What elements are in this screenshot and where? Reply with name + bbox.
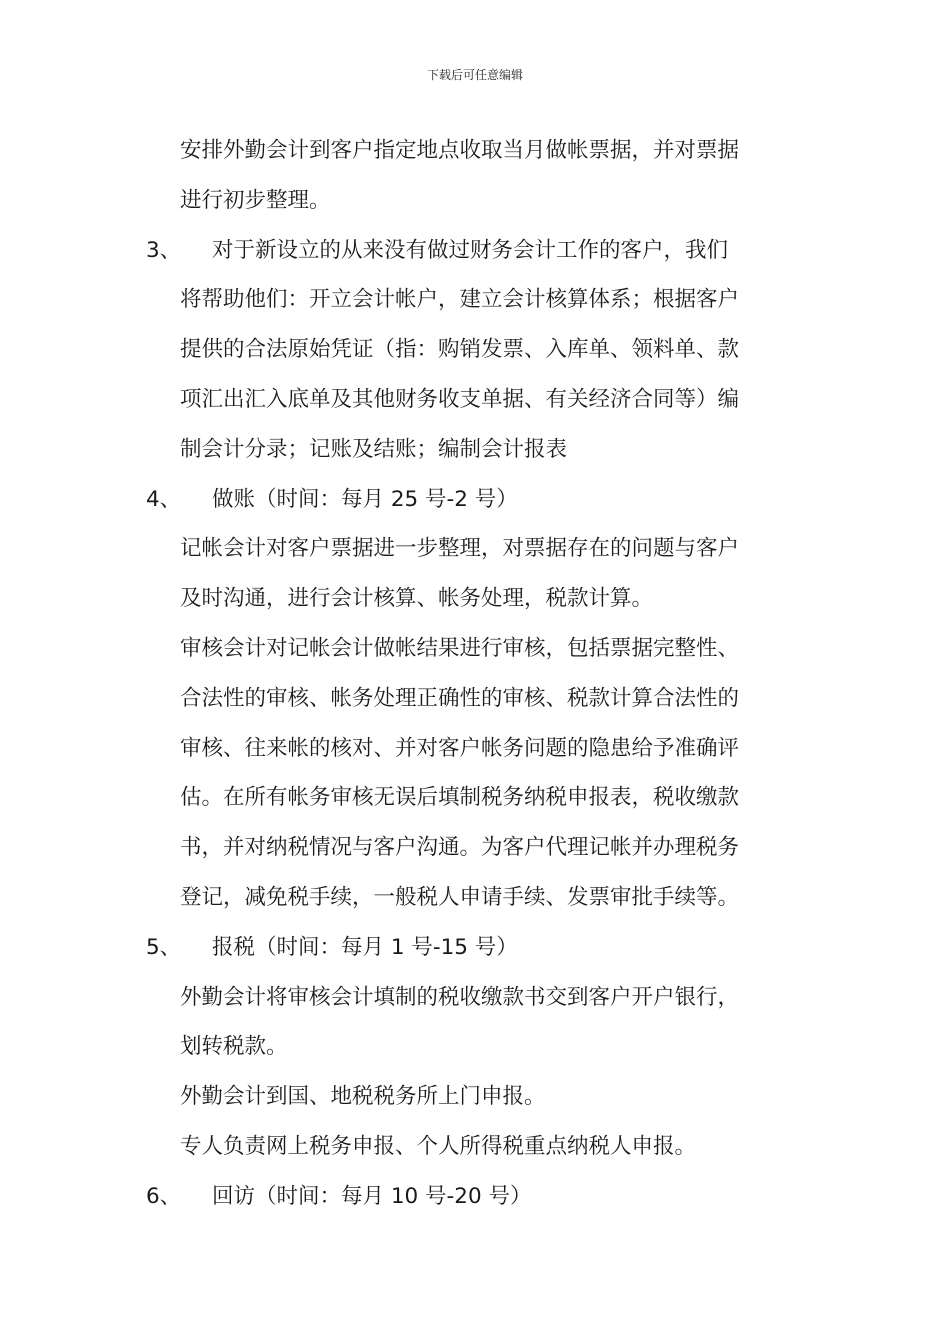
list-item-3 [0,226,950,276]
line-text: 将帮助他们：开立会计帐户，建立会计核算体系；根据客户 [180,287,740,313]
list-number: 4、 [146,486,182,512]
paragraph-line [0,126,950,176]
line-text: 合法性的审核、帐务处理正确性的审核、税款计算合法性的 [180,685,740,711]
paragraph-line [0,1022,950,1072]
paragraph-line [0,973,950,1023]
line-text: 专人负责网上税务申报、个人所得税重点纳税人申报。 [180,1133,697,1159]
line-text: 审核、往来帐的核对、并对客户帐务问题的隐患给予准确评 [180,735,740,761]
list-item-6 [0,1172,950,1222]
paragraph-line [0,873,950,923]
line-text: 提供的合法原始凭证（指：购销发票、入库单、领料单、款 [180,337,740,363]
paragraph-line [0,425,950,475]
list-item-4 [0,475,950,525]
line-text: 制会计分录；记账及结账；编制会计报表 [180,436,568,462]
line-text: 估。在所有帐务审核无误后填制税务纳税申报表，税收缴款 [180,785,740,811]
paragraph-line [0,325,950,375]
list-item-text: 对于新设立的从来没有做过财务会计工作的客户，我们 [212,237,729,263]
line-text: 项汇出汇入底单及其他财务收支单据、有关经济合同等）编 [180,386,740,412]
line-text: 书，并对纳税情况与客户沟通。为客户代理记帐并办理税务 [180,835,740,861]
paragraph-line [0,624,950,674]
list-item-5 [0,923,950,973]
paragraph-line [0,823,950,873]
line-text: 划转税款。 [180,1034,288,1060]
document-body [0,126,950,1222]
paragraph-line [0,773,950,823]
list-item-text: 报税（时间：每月 1 号-15 号） [212,934,518,960]
line-text: 及时沟通，进行会计核算、帐务处理，税款计算。 [180,586,654,612]
list-item-text: 做账（时间：每月 25 号-2 号） [212,486,518,512]
page-header-note: 下载后可任意编辑 [426,68,523,82]
paragraph-line [0,524,950,574]
line-text: 记帐会计对客户票据进一步整理，对票据存在的问题与客户 [180,536,740,562]
paragraph-line [0,1072,950,1122]
paragraph-line [0,275,950,325]
line-text: 登记，减免税手续，一般税人申请手续、发票审批手续等。 [180,884,740,910]
list-number: 6、 [146,1183,182,1209]
paragraph-line [0,176,950,226]
paragraph-line [0,674,950,724]
line-text: 安排外勤会计到客户指定地点收取当月做帐票据，并对票据 [180,138,740,163]
list-item-text: 回访（时间：每月 10 号-20 号） [212,1183,532,1209]
line-text: 外勤会计到国、地税税务所上门申报。 [180,1084,546,1110]
list-number: 5、 [146,934,182,960]
line-text: 进行初步整理。 [180,187,331,213]
paragraph-line [0,375,950,425]
paragraph-line [0,574,950,624]
paragraph-line [0,724,950,774]
paragraph-line [0,1122,950,1172]
list-number: 3、 [146,237,182,263]
line-text: 审核会计对记帐会计做帐结果进行审核，包括票据完整性、 [180,635,740,661]
line-text: 外勤会计将审核会计填制的税收缴款书交到客户开户银行， [180,984,740,1010]
